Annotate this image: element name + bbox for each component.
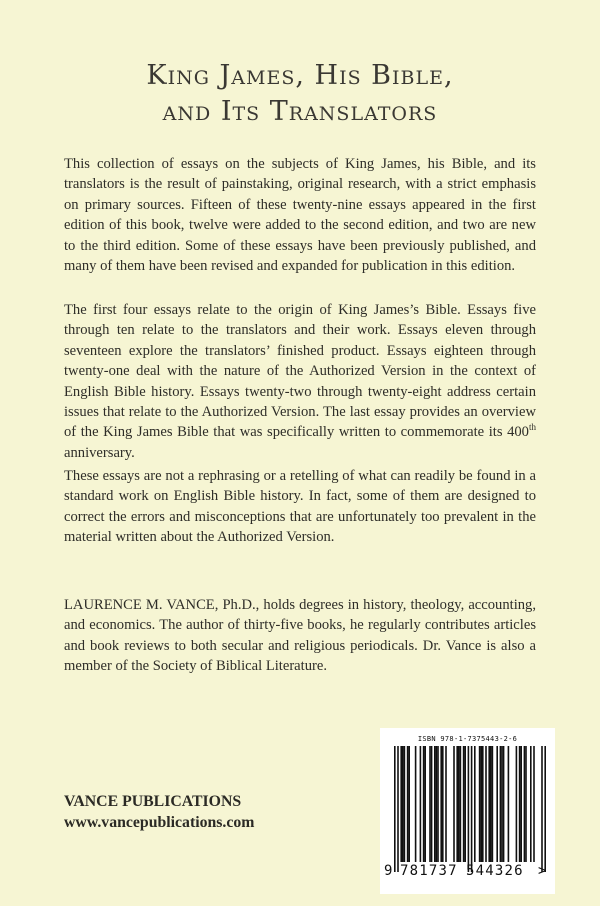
barcode-bar <box>453 746 455 862</box>
barcode-bar <box>442 746 444 862</box>
barcode-bar <box>485 746 487 862</box>
barcode-digit-first: 9 <box>384 863 393 879</box>
barcode-bar <box>471 746 473 872</box>
barcode-arrow: > <box>538 863 547 879</box>
barcode-bar <box>516 746 518 862</box>
barcode-bar <box>404 746 406 862</box>
barcode-bar <box>423 746 425 862</box>
barcode-bar <box>490 746 492 862</box>
barcode-bar <box>508 746 510 862</box>
barcode-bar <box>463 746 465 862</box>
barcode-bar <box>394 746 396 872</box>
barcode-bar <box>479 746 481 862</box>
description-paragraph-2 <box>64 300 536 463</box>
isbn-label: ISBN 978-1-7375443-2-6 <box>417 735 518 743</box>
barcode-bar <box>436 746 438 862</box>
barcode-bar <box>420 746 422 862</box>
barcode-bar <box>530 746 532 862</box>
barcode-bar <box>464 746 466 862</box>
barcode-bar <box>460 746 462 862</box>
barcode-bar <box>402 746 404 862</box>
barcode-bar <box>541 746 543 872</box>
barcode-bar <box>544 746 546 872</box>
barcode-bar <box>415 746 417 862</box>
barcode-bar <box>400 746 402 862</box>
barcode-bar <box>397 746 399 872</box>
publisher-block <box>64 791 254 833</box>
book-title-line-2: and Its Translators <box>162 96 438 127</box>
barcode-bar <box>500 746 502 862</box>
barcode-bar <box>520 746 522 862</box>
barcode-bar <box>445 746 447 862</box>
publisher-website: www.vancepublications.com <box>64 814 255 831</box>
ordinal-suffix: th <box>528 422 536 433</box>
barcode-bar <box>501 746 503 862</box>
book-title-line-1: King James, His Bible, <box>146 60 454 91</box>
barcode-bar <box>525 746 527 862</box>
barcode-digits-right: 544326 <box>466 863 524 879</box>
barcode-bar <box>496 746 498 862</box>
barcode-bar <box>524 746 526 862</box>
publisher-name: VANCE PUBLICATIONS <box>64 793 242 810</box>
barcode-bar <box>458 746 460 862</box>
description-paragraph-1: This collection of essays on the subjects of King James, his Bible, and its translators is the result of painstaking, original research, with a strict emphasis on primary sources. Fifteen of these twenty-nine essays appeared in the first edition of this book, twelve were added to the second edition, and two are new to the third edition. Some of these essays have been previously published, and many of them have been revised and expanded for publication in this edition. <box>64 156 536 275</box>
barcode-bar <box>488 746 490 862</box>
barcode-bar <box>408 746 410 862</box>
barcode-bar <box>474 746 476 862</box>
barcode-digits-left: 781737 <box>400 863 458 879</box>
barcode-bar <box>437 746 439 862</box>
barcode-bar <box>482 746 484 862</box>
paragraph-2-end: anniversary. <box>64 444 135 461</box>
barcode-bar <box>519 746 521 862</box>
paragraph-2-text: The first four essays relate to the origin of King James’s Bible. Essays five through ten relate to the translators and their work. Essays eleven through seventeen explore the translators’ finished product. Essays eighteen through twenty-one deal with the nature of the Authorized Version in the context of English Bible history. Essays twenty-two through twenty-eight address certain issues that relate to the Authorized Version. The last essay provides an overview of the King James Bible that was specifically written to commemorate its 400 <box>64 302 536 441</box>
barcode-bar <box>456 746 458 862</box>
isbn-barcode <box>380 728 555 894</box>
barcode-bar <box>503 746 505 862</box>
barcode-bar <box>434 746 436 862</box>
barcode-bar <box>440 746 442 862</box>
barcode-bar <box>424 746 426 862</box>
author-bio: LAURENCE M. VANCE, Ph.D., holds degrees in history, theology, accounting, and economics. The author of thirty-five books, he regularly contributes articles and book reviews to both secular and religious periodicals. Dr. Vance is also a member of the Society of Biblical Literature. <box>64 597 536 675</box>
barcode-bar <box>468 746 470 872</box>
barcode-bar <box>480 746 482 862</box>
barcode-bar <box>429 746 431 862</box>
description-paragraph-3: These essays are not a rephrasing or a retelling of what can readily be found in a standard work on English Bible history. In fact, some of them are designed to correct the errors and misconceptions that are unfortunately too prevalent in the material written about the Authorized Version. <box>64 468 536 546</box>
barcode-bar <box>492 746 494 862</box>
book-title <box>0 58 600 130</box>
barcode-bar <box>407 746 409 862</box>
barcode-bar <box>533 746 535 862</box>
barcode-bar <box>431 746 433 862</box>
